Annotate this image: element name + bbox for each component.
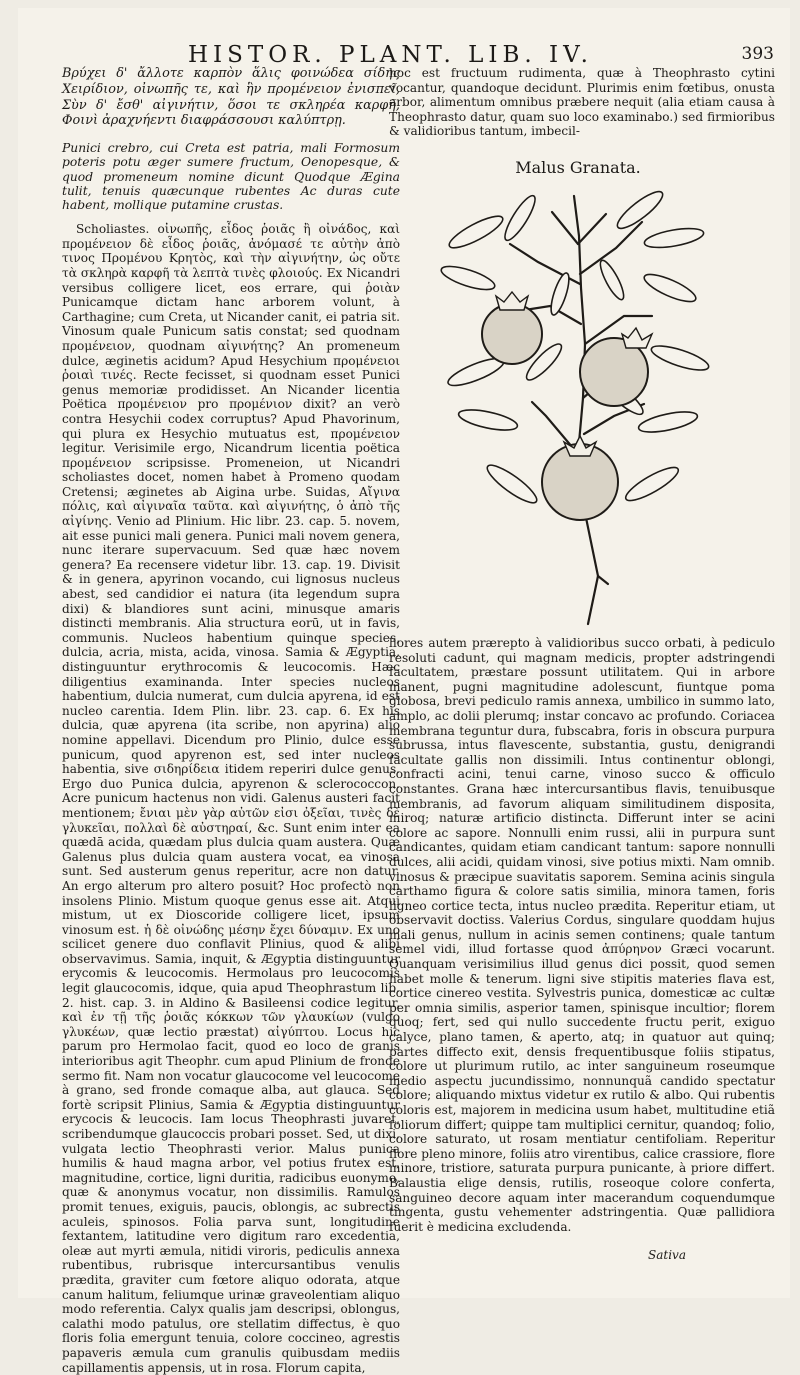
figure-caption: Malus Granata. (515, 158, 641, 177)
page (18, 8, 790, 1375)
greek-verse: Βρύχει δ' ἄλλοτε καρπὸν ἅλις φοινώδεα σίδης Χειρίδιον, οἰνωπῆς τε, καὶ ἣν προμένειον ἐνισπεῖ, Σὺν δ' ἔσθ' αἰγινήτιν, ὅσοι τε σκληρέα καρφῆ, Φοινὶ ἀραχνήεντι διαφράσσουσι καλύπτρῃ. (62, 66, 400, 129)
page-number: 393 (741, 44, 774, 64)
right-column-bottom-text: liores autem prærepto à validioribus succo orbati, à pediculo resoluti cadunt, qui magnam medicis, propter adstringendi facultatem, præstare possunt utilitatem. Qui in arbore manent, pugni magnitudine adolescunt, fiuntque poma globosa, brevi pediculo ramis annexa, umbilico in summo lato, amplo, ac dolii plerumq; instar concavo ac profundo. Coriacea membrana teguntur dura, fubscabra, foris in obscura purpura subrussa, intus flavescente, substantia, gustu, denigrandi facultate gallis non dissimili. Intus continentur oblongi, confracti acini, tenui carne, vinoso succo & officulo constantes. Grana hæc intercursantibus flavis, tenuibusque membranis, ad favorum aliquam similitudinem disposita, miroq; naturæ artificio distincta. Differunt inter se acini colore ac sapore. Nonnulli enim russi, alii in purpura sunt candicantes, quidam etiam candicant tantum: sapore nonnulli dulces, alii acidi, quidam vinosi, sive potius mixti. Nam omnib. vinosus & præcipue suavitatis saporem. Semina acinis singula carthamo figura & colore satis similia, minora tamen, foris ligneo cortice tecta, intus nucleo prædita. Reperitur etiam, ut observavit doctiss. Valerius Cordus, singulare quoddam hujus mali genus, nullum in acinis semen continens; quale tantum semel vidi, illud fortasse quod ἀπύρηνον Græci vocarunt. Quanquam verisimilius illud genus dici possit, quod semen habet molle & tenerum. ligni sive stipitis materies flava est, cortice cinereo vestita. Sylvestris punica, domesticæ ac cultæ per omnia similis, asperior tamen, spinisque incultior; florem quoq; fert, sed qui nullo succedente fructu perit, exiguo calyce, plano tamen, & aperto, atq; in quatuor aut quinq; partes diffecto exit, densis frequentibusque foliis stipatus, colore ut plurimum rutilo, ac inter sanguineum roseumque medio aspectu jucundissimo, nonnunquã candido spectatur colore; aliquando mixtus videtur ex rutilo & albo. Qui rubentis coloris est, majorem in medicina usum habet, multitudine etiã foliorum differt; quippe tam multiplici cernitur, quandoq; folio, colore saturato, ut rosam mentiatur centifoliam. Reperitur flore pleno minore, foliis atro virentibus, calice crassiore, flore minore, tristiore, saturata purpura punicante, à priore differt. Balaustia elige densis, rutilis, roseoque colore conferta, sanguineo decore aquam inter macerandum coquendumque tingenta, gustu vehementer adstringentia. Quæ pallidiora fuerit è medicina excludenda. (389, 636, 775, 1234)
latin-verse-translation: Punici crebro, cui Creta est patria, mali Formosum poteris potu æger sumere fructum, Oenopesque, & quod promeneum nomine dicunt Quodque Ægina tulit, tenuis quæcunque rubentes Ac duras cute habent, mollique putamine crustas. (62, 141, 400, 212)
running-title: HISTOR. PLANT. LIB. IV. (188, 42, 593, 68)
left-column-text: Scholiastes. οἰνωπῆς, εἶδος ῥοιᾶς ἢ οἰνάδος, καὶ προμένειον δὲ εἶδος ῥοιᾶς, ἀνόμασέ τε αὐτὴν ἀπὸ τινος Προμένου Κρητὸς, καὶ τὴν αἰγινήτην, ὡς οὔτε τὰ σκληρὰ καρφῆ τὰ λεπτὰ τινὲς φλοιούς. Ex Nicandri versibus colligere licet, eos errare, qui ῥοιὰν Punicamque dictam hanc arborem volunt, à Carthagine; cum Creta, ut Nicander canit, ei patria sit. Vinosum quale Punicum satis constat; sed quodnam προμένειον, quodnam αἰγινήτης? An promeneum dulce, æginetis acidum? Apud Hesychium προμένειοι ῥοιαὶ τινές. Recte fecisset, si quodnam esset Punici genus memoriæ prodidisset. An Nicander licentia Poëtica προμένειον pro προμένιον dixit? an verò contra Hesychii codex corruptus? Apud Phavorinum, qui plura ex Hesychio mutuatus est, προμένειον legitur. Verisimile ergo, Nicandrum licentia poëtica προμένειον scripsisse. Promeneion, ut Nicandri scholiastes docet, nomen habet à Promeno quodam Cretensi; æginetes ab Aigina urbe. Suidas, Αἴγινα πόλις, καὶ αἰγιναῖα ταῦτα. καὶ αἰγινήτης, ὁ ἀπὸ τῆς αἰγίνης. Venio ad Plinium. Hic libr. 23. cap. 5. novem, ait esse punici mali genera. Punici mali novem genera, nunc iterare supervacuum. Sed quæ hæc novem genera? Ea recensere videtur libr. 13. cap. 19. Divisit & in genera, apyrinon vocando, cui lignosus nucleus abest, sed candidior ei natura (ita legendum supra dixi) & blandiores sunt acini, minusque amaris distincti membranis. Alia structura eorū, ut in favis, communis. Nucleos habentium quinque species, dulcia, acria, mista, acida, vinosa. Samia & Ægyptia, distinguuntur erythrocomis & leucocomis. Hæc diligentius examinanda. Inter species nucleos habentium, dulcia numerat, cum dulcia apyrena, id est nucleo carentia. Idem Plin. libr. 23. cap. 6. Ex his dulcia, quæ apyrena (ita scribe, non apyrina) alio nomine appellavi. Dicendum pro Plinio, dulce esse punicum, quod apyrenon est, sed inter nucleos habentia, sive σιδηρίδεια itidem reperiri dulce genus. Ergo duo Punica dulcia, apyrenon & sclerococcon. Acre punicum hactenus non vidi. Galenus austeri facit mentionem; ἔνιαι μὲν γὰρ αὐτῶν εἰσι ὀξεῖαι, τινὲς δὲ γλυκεῖαι, πολλαὶ δὲ αὐστηραί, &c. Sunt enim inter ea quædā acida, quædam plus dulcia quam austera. Quæ Galenus plus dulcia quam austera vocat, ea vinosa sunt. Sed austerum genus reperitur, acre non datur. An ergo alterum pro altero posuit? Hoc profectò non insolens Plinio. Mistum quoque genus esse ait. Atqui mistum, ut ex Dioscoride colligere licet, ipsum vinosum est. ἡ δὲ οἰνώδης μέσην ἔχει δύναμιν. Ex uno scilicet genere duo conflavit Plinius, quod & alibi observavimus. Samia, inquit, & Ægyptia distinguuntur erycomis & leucocomis. Hermolaus pro leucocomis legit glaucocomis, idque, quia apud Theophrastum lib. 2. hist. cap. 3. in Aldino & Basileensi codice legitur, καὶ ἐν τῇ τῆς ῥοιᾶς κόκκων τῶν γλαυκίων (vulgo γλυκέων, quæ lectio præstat) αἰγύπτου. Locus hic parum pro Hermolao facit, quod eo loco de granis interioribus agit Theophr. cum apud Plinium de fronde sermo fit. Nam non vocatur glaucocome vel leucocome à grano, sed fronde comaque alba, aut glauca. Sed fortè scripsit Plinius, Samia & Ægyptia distinguuntur erycocis & leucocis. Iam locus Theophrasti juvaret, scribendumque glaucoccis probari posset. Sed, ut dixi, vulgata lectio Theophrasti verior. Malus punica humilis & haud magna arbor, vel potius frutex est, magnitudine, cortice, ligni duritia, radicibus euonymo, quæ & anonymus vocatur, non dissimilis. Ramulos promit tenues, exiguis, paucis, oblongis, ac subrectis aculeis, spinosos. Folia parva sunt, longitudine fextantem, latitudine vero digitum raro excedentia, oleæ aut myrti æmula, nitidi viroris, pediculis annexa rubentibus, rubrisque intercursantibus venulis prædita, graviter cum fœtore aliquo odorata, atque canum halitum, feliumque urinæ graveolentiam aliquo modo referentia. Calyx qualis jam descripsi, oblongus, calathi modo patulus, ore stellatim diffectus, è quo floris folia emergunt tenuia, colore coccineo, agrestis papaveris æmula cum granulis quibusdam mediis capillamentis appensis, ut in rosa. Florum capita, (62, 222, 400, 1375)
pomegranate-woodcut-illustration (428, 184, 718, 626)
left-column (62, 66, 400, 1375)
right-column-top-text: hoc est fructuum rudimenta, quæ à Theophrasto cytini vocantur, quandoque decidunt. Plurimis enim fœtibus, onusta arbor, alimentum omnibus præbere nequit (alia etiam causa à Theophrasto datur, quam suo loco examinabo.) sed firmioribus & validioribus tantum, imbecil- (389, 66, 775, 139)
catchword: Sativa (648, 1248, 686, 1262)
